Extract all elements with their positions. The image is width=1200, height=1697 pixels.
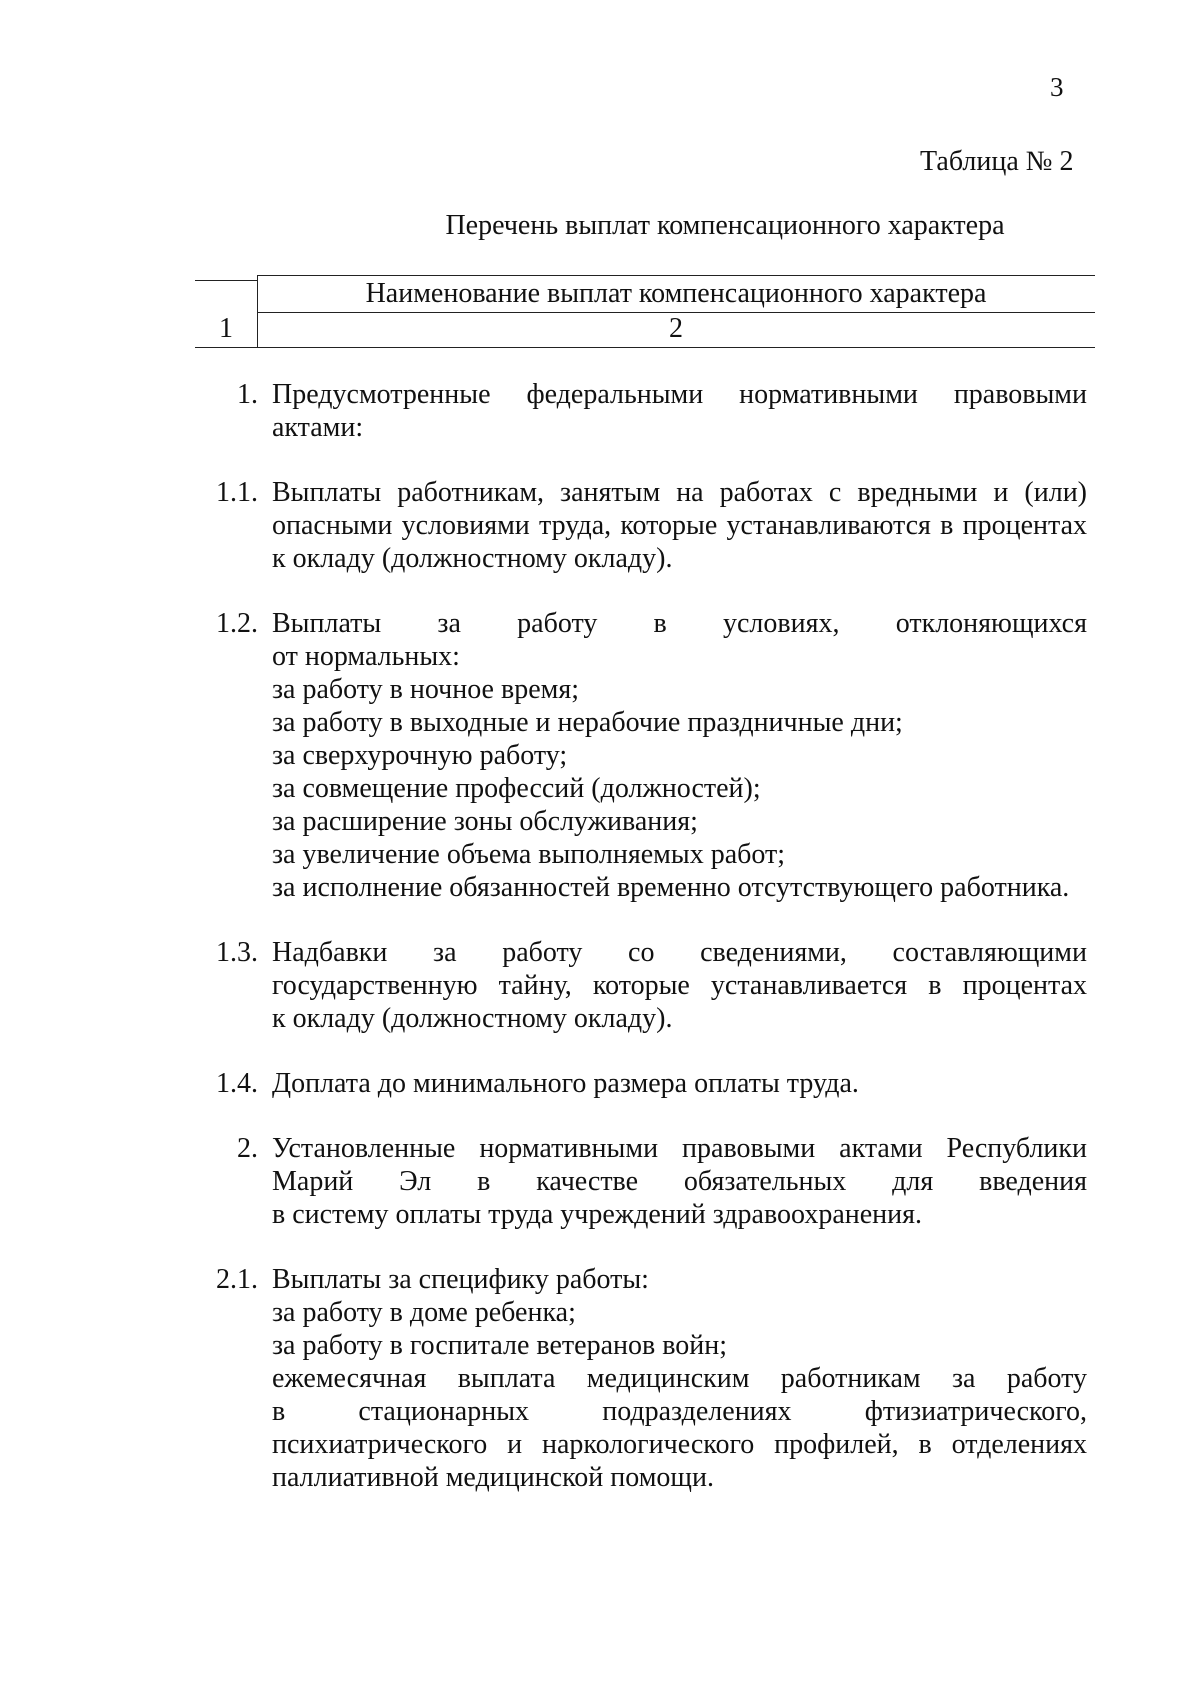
list-item bbox=[0, 936, 1200, 1035]
page-title: Перечень выплат компенсационного характера bbox=[445, 210, 1005, 241]
list-item bbox=[0, 378, 1200, 444]
item-line: Выплаты за специфику работы: bbox=[272, 1264, 649, 1295]
item-line: опасными условиями труда, которые устанавливаются в процентах bbox=[272, 510, 1087, 541]
item-line: государственную тайну, которые устанавливается в процентах bbox=[272, 970, 1087, 1001]
item-text bbox=[272, 378, 1087, 444]
item-line: Выплаты работникам, занятым на работах с вредными и (или) bbox=[272, 477, 1087, 508]
list-item bbox=[0, 1132, 1200, 1231]
item-text bbox=[272, 1132, 1087, 1231]
header-table bbox=[195, 275, 1093, 347]
item-line: за расширение зоны обслуживания; bbox=[272, 806, 698, 837]
item-line: психиатрического и наркологического профилей, в отделениях bbox=[272, 1429, 1087, 1460]
item-number: 2.1. bbox=[216, 1264, 258, 1295]
item-number: 1. bbox=[237, 379, 258, 410]
item-line: Установленные нормативными правовыми актами Республики bbox=[272, 1133, 1087, 1164]
item-text bbox=[272, 1263, 1087, 1494]
item-line: за работу в ночное время; bbox=[272, 674, 580, 705]
item-line: актами: bbox=[272, 412, 364, 443]
item-text bbox=[272, 607, 1087, 904]
header-top-left-line bbox=[195, 280, 257, 281]
item-line: за работу в выходные и нерабочие праздничные дни; bbox=[272, 707, 903, 738]
item-line: ежемесячная выплата медицинским работникам за работу bbox=[272, 1363, 1087, 1394]
item-number: 2. bbox=[237, 1133, 258, 1164]
item-line: паллиативной медицинской помощи. bbox=[272, 1462, 714, 1493]
item-line: за работу в госпитале ветеранов войн; bbox=[272, 1330, 727, 1361]
header-col2-number: 2 bbox=[669, 313, 683, 344]
item-number: 1.3. bbox=[216, 937, 258, 968]
item-text bbox=[272, 936, 1087, 1035]
header-top-line bbox=[257, 275, 1095, 276]
item-line: к окладу (должностному окладу). bbox=[272, 543, 673, 574]
item-line: в систему оплаты труда учреждений здравоохранения. bbox=[272, 1199, 923, 1230]
item-line: Выплаты за работу в условиях, отклоняющихся bbox=[272, 608, 1087, 639]
item-line: за сверхурочную работу; bbox=[272, 740, 568, 771]
item-line: к окладу (должностному окладу). bbox=[272, 1003, 673, 1034]
item-line: в стационарных подразделениях фтизиатрического, bbox=[272, 1396, 1087, 1427]
item-number: 1.1. bbox=[216, 477, 258, 508]
list-item bbox=[0, 607, 1200, 904]
list-item bbox=[0, 476, 1200, 575]
item-text bbox=[272, 1067, 1087, 1100]
list-item bbox=[0, 1067, 1200, 1100]
item-line: Марий Эл в качестве обязательных для введения bbox=[272, 1166, 1087, 1197]
item-text bbox=[272, 476, 1087, 575]
compensation-list bbox=[0, 378, 1200, 1526]
item-line: Предусмотренные федеральными нормативными правовыми bbox=[272, 379, 1087, 410]
item-line: за работу в доме ребенка; bbox=[272, 1297, 576, 1328]
item-line: от нормальных: bbox=[272, 641, 460, 672]
item-number: 1.4. bbox=[216, 1068, 258, 1099]
item-line: за совмещение профессий (должностей); bbox=[272, 773, 761, 804]
item-line: Доплата до минимального размера оплаты труда. bbox=[272, 1068, 859, 1099]
page-number: 3 bbox=[1050, 72, 1064, 102]
item-number: 1.2. bbox=[216, 608, 258, 639]
item-line: за исполнение обязанностей временно отсутствующего работника. bbox=[272, 872, 1070, 903]
header-bottom-line bbox=[195, 347, 1095, 348]
header-column-title: Наименование выплат компенсационного характера bbox=[365, 278, 987, 309]
item-line: Надбавки за работу со сведениями, составляющими bbox=[272, 937, 1087, 968]
list-item bbox=[0, 1263, 1200, 1494]
table-caption: Таблица № 2 bbox=[920, 146, 1074, 177]
item-line: за увеличение объема выполняемых работ; bbox=[272, 839, 786, 870]
header-col1-number: 1 bbox=[219, 313, 233, 344]
